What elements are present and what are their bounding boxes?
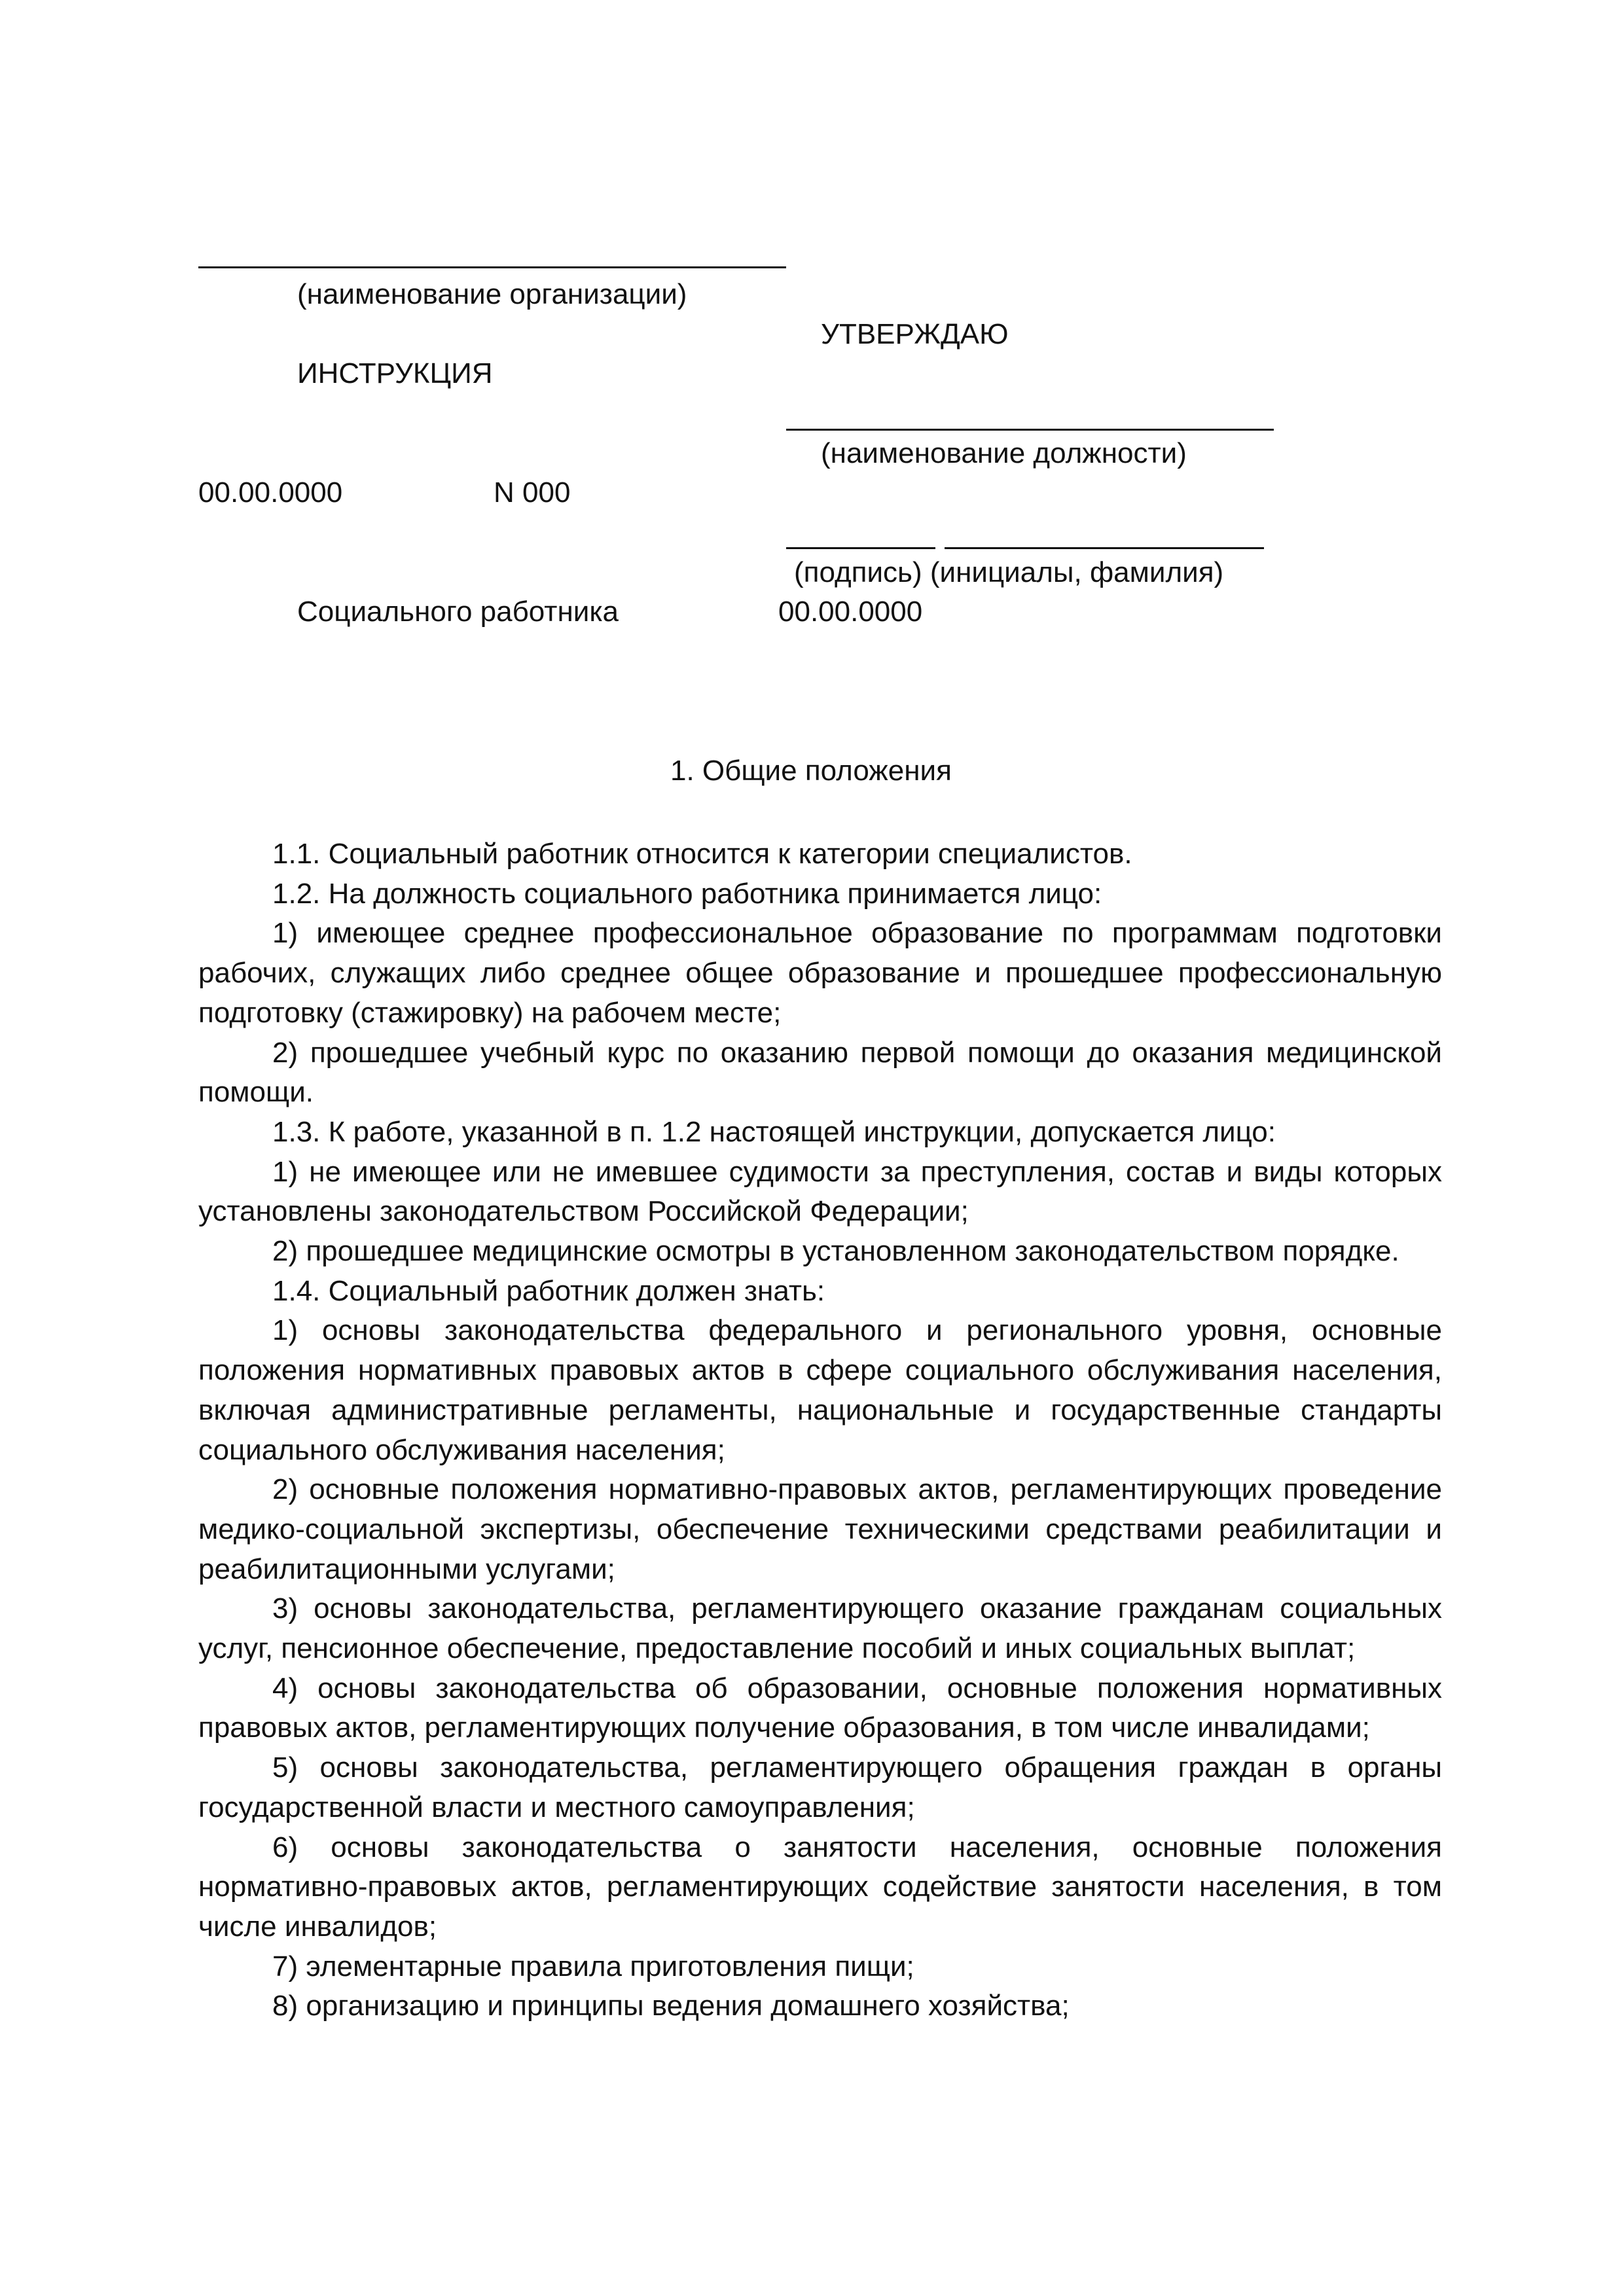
paragraph: 1.2. На должность социального работника принимается лицо: (272, 877, 1102, 910)
approval-date: 00.00.0000 (778, 596, 923, 628)
paragraph: 1) не имеющее или не имевшее судимости за преступления, состав и виды которых установлены законодательством Российской Федерации; (198, 1155, 1442, 1228)
paragraph: 1.4. Социальный работник должен знать: (272, 1274, 825, 1307)
section-title: 1. Общие положения (670, 755, 952, 787)
paragraph: 2) прошедшее медицинские осмотры в установленном законодательством порядке. (272, 1235, 1399, 1268)
document-subject: Социального работника (297, 596, 619, 628)
position-caption: (наименование должности) (821, 437, 1187, 469)
paragraph: 6) основы законодательства о занятости населения, основные положения нормативно-правовых актов, регламентирующих содействие занятости населения, в том числе инвалидов; (198, 1831, 1442, 1943)
document-number: N 000 (494, 476, 571, 509)
paragraph: 2) основные положения нормативно-правовых актов, регламентирующих проведение медико-социальной экспертизы, обеспечение техническими средствами реабилитации и реабилитационными услугами; (198, 1473, 1442, 1585)
paragraph: 1) имеющее среднее профессиональное образование по программам подготовки рабочих, служащих либо среднее общее образование и прошедшее профессиональную подготовку (стажировку) на рабочем месте; (198, 917, 1442, 1029)
position-name-line[interactable] (786, 429, 1274, 431)
signature-caption: (подпись) (инициалы, фамилия) (794, 556, 1224, 588)
section-body (198, 834, 1442, 2026)
document-type: ИНСТРУКЦИЯ (297, 357, 493, 389)
paragraph: 1.3. К работе, указанной в п. 1.2 настоящей инструкции, допускается лицо: (272, 1115, 1276, 1148)
paragraph: 4) основы законодательства об образовании, основные положения нормативных правовых актов, регламентирующих получение образования, в том числе инвалидами; (198, 1672, 1442, 1744)
paragraph: 7) элементарные правила приготовления пищи; (272, 1950, 914, 1982)
paragraph: 3) основы законодательства, регламентирующего оказание гражданам социальных услуг, пенсионное обеспечение, предоставление пособий и иных социальных выплат; (198, 1592, 1442, 1665)
paragraph: 5) основы законодательства, регламентирующего обращения граждан в органы государственной власти и местного самоуправления; (198, 1751, 1442, 1823)
approve-label: УТВЕРЖДАЮ (821, 318, 1009, 350)
document-date: 00.00.0000 (198, 476, 343, 509)
organization-name-line[interactable] (198, 266, 786, 268)
paragraph: 1.1. Социальный работник относится к категории специалистов. (272, 838, 1132, 870)
organization-caption: (наименование организации) (297, 278, 687, 310)
initials-surname-line[interactable] (945, 547, 1264, 549)
paragraph: 1) основы законодательства федерального и регионального уровня, основные положения нормативных правовых актов в сфере социального обслуживания населения, включая административные регламенты, национальные и государственные стандарты социального обслуживания населения; (198, 1314, 1442, 1466)
paragraph: 2) прошедшее учебный курс по оказанию первой помощи до оказания медицинской помощи. (198, 1036, 1442, 1109)
paragraph: 8) организацию и принципы ведения домашнего хозяйства; (272, 1990, 1070, 2022)
signature-line[interactable] (786, 547, 935, 549)
